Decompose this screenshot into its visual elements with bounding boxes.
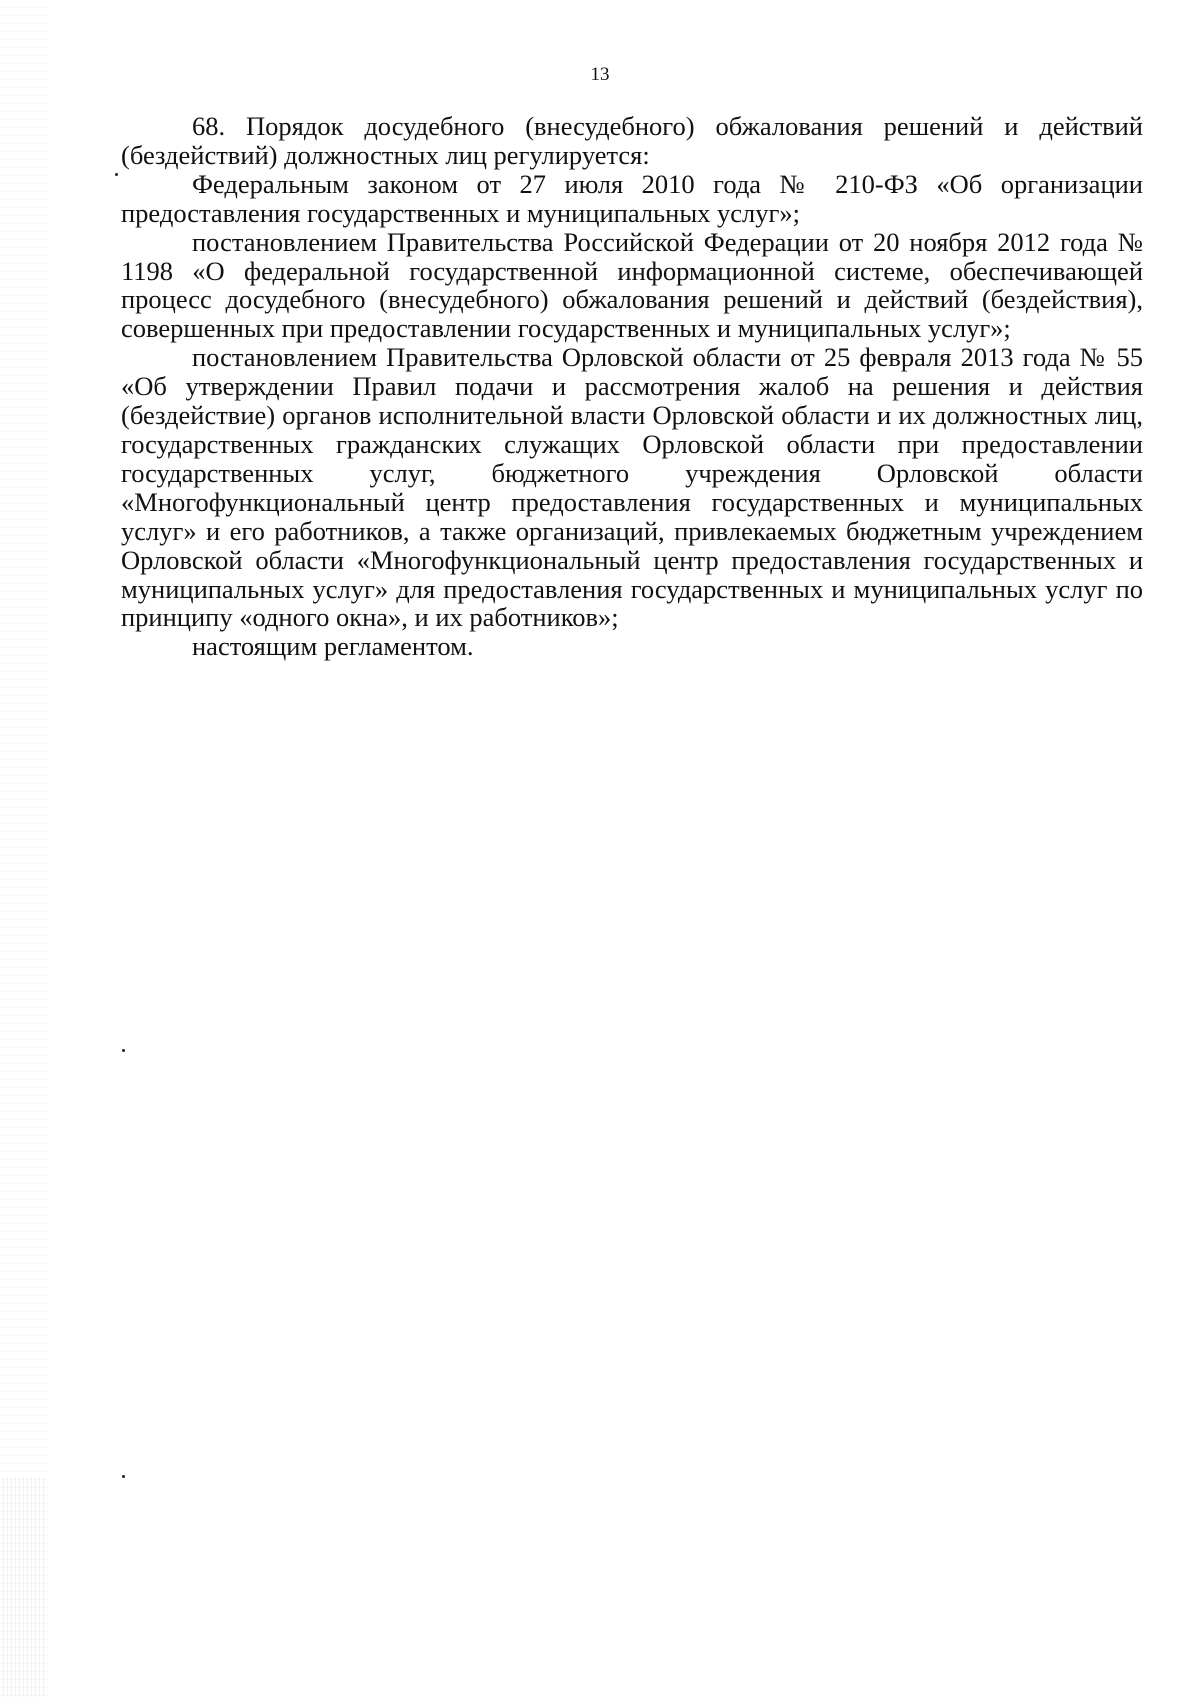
page-number: 13 [590, 64, 610, 85]
scan-edge-artifact [0, 0, 50, 1697]
paragraph-government-decree-rf: постановлением Правительства Российской Федерации от 20 ноября 2012 года № 1198 «О федеральной государственной информационной системе, обеспечивающей процесс досудебного (внесудебного) обжалования решений и действий (бездействия), совершенных при предоставлении государственных и муниципальных услуг»; [121, 226, 1143, 344]
paragraph-government-decree-oryol: постановлением Правительства Орловской области от 25 февраля 2013 года № 55 «Об утверждении Правил подачи и рассмотрения жалоб на решения и действия (бездействие) органов исполнительной власти Орловской области и их должностных лиц, государственных гражданских служащих Орловской области при предоставлении государственных услуг, бюджетного учреждения Орловской области «Многофункциональный центр предоставления государственных и муниципальных услуг» и его работников, а также организаций, привлекаемых бюджетным учреждением Орловской области «Многофункциональный центр предоставления государственных и муниципальных услуг» для предоставления государственных и муниципальных услуг по принципу «одного окна», и их работников»; [121, 342, 1143, 633]
scan-edge-bottom-artifact [0, 1477, 45, 1697]
paragraph-68-intro: 68. Порядок досудебного (внесудебного) обжалования решений и действий (бездействий) должностных лиц регулируется: [121, 111, 1143, 170]
paragraph-federal-law: Федеральным законом от 27 июля 2010 года № 210-ФЗ «Об организации предоставления государственных и муниципальных услуг»; [121, 168, 1143, 228]
paragraph-this-regulation: настоящим регламентом. [192, 631, 474, 662]
scan-speck [115, 173, 118, 176]
document-body [121, 112, 1143, 661]
scan-speck [122, 1475, 125, 1478]
scan-speck [122, 1049, 125, 1052]
